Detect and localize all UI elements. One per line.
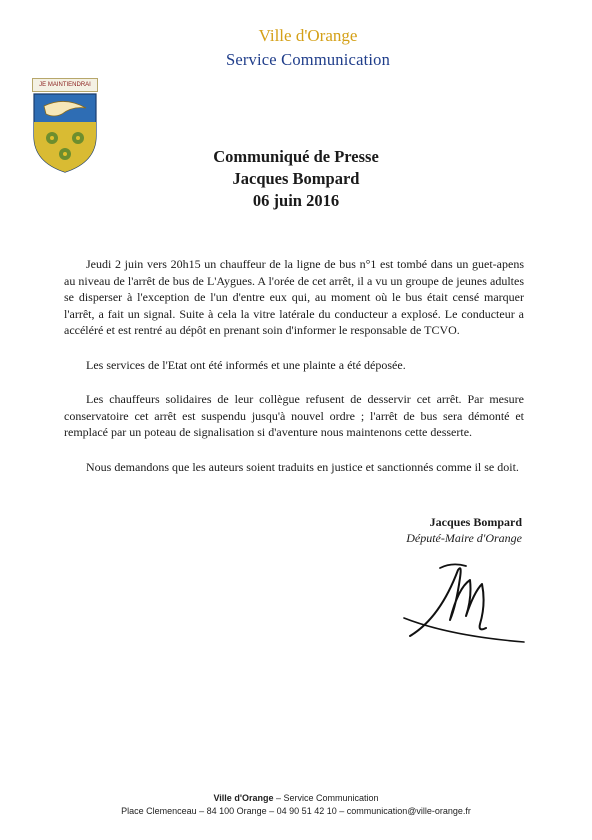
press-release-title bbox=[0, 146, 592, 212]
footer bbox=[0, 792, 592, 818]
paragraph-2: Les services de l'Etat ont été informés et une plainte a été déposée. bbox=[86, 357, 406, 372]
signatory-name: Jacques Bompard bbox=[429, 515, 522, 529]
paragraph-4: Nous demandons que les auteurs soient traduits en justice et sanctionnés comme il se doit. bbox=[86, 459, 519, 474]
signatory-role: Député-Maire d'Orange bbox=[406, 531, 522, 545]
crest-motto: JE MAINTIENDRAI bbox=[32, 78, 98, 92]
signature-block bbox=[406, 514, 522, 546]
letterhead-org: Ville d'Orange bbox=[258, 26, 358, 45]
handwritten-signature-icon bbox=[400, 558, 530, 648]
press-release-body bbox=[64, 256, 524, 493]
letterhead bbox=[0, 26, 592, 70]
title-line-1: Communiqué de Presse bbox=[213, 147, 379, 166]
title-line-2: Jacques Bompard bbox=[232, 169, 360, 188]
letterhead-service: Service Communication bbox=[225, 50, 391, 69]
footer-org: Ville d'Orange bbox=[213, 793, 274, 803]
footer-line-1 bbox=[0, 792, 592, 805]
paragraph-1: Jeudi 2 juin vers 20h15 un chauffeur de la ligne de bus n°1 est tombé dans un guet-apens au niveau de l'arrêt de bus de L'Aygues. A l'orée de cet arrêt, il a vu un groupe de jeunes adultes se disperser à l'exception de l'un d'entre eux qui, au moment où le bus était censé marquer l'arrêt, a fait un signal. Suite à cela la vitre latérale du conducteur a explosé. Le conducteur a accéléré et est rentré au dépôt en prenant soin d'informer le responsable de TCVO. bbox=[64, 257, 524, 337]
paragraph-3: Les chauffeurs solidaires de leur collègue refusent de desservir cet arrêt. Par mesure conservatoire cet arrêt est suspendu jusqu'à nouvel ordre ; l'arrêt de bus sera démonté et remplacé par un poteau de signalisation si d'aventure nous maintenons cette desserte. bbox=[64, 392, 524, 439]
footer-contact: Place Clemenceau – 84 100 Orange – 04 90 51 42 10 – communication@ville-orange.fr bbox=[121, 806, 471, 816]
footer-service: – Service Communication bbox=[273, 793, 379, 803]
title-line-3: 06 juin 2016 bbox=[252, 191, 340, 210]
